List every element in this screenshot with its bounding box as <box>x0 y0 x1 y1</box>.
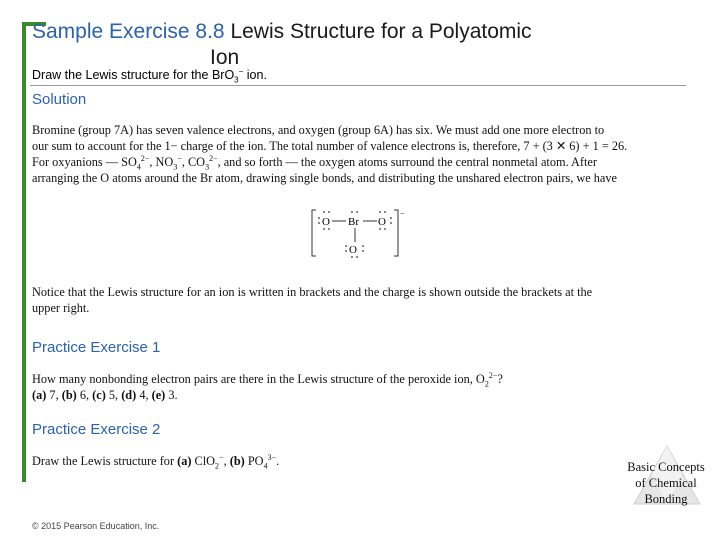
question-text: How many nonbonding electron pairs are there in the Lewis structure of the peroxide ion, O <box>32 372 485 386</box>
option-value: 5, <box>108 388 119 402</box>
sub: 4 <box>263 461 268 471</box>
practice2-question: Draw the Lewis structure for (a) ClO$_2$−, (b) $PO_4^{3-}$. <box>32 452 280 471</box>
option-label: (e) <box>151 388 166 402</box>
option-value: 7, <box>49 388 59 402</box>
sup: 3− <box>267 452 277 462</box>
option-value: 6, <box>79 388 90 402</box>
text: , NO <box>149 155 174 169</box>
option-value: 4, <box>139 388 149 402</box>
sub: 4 <box>136 162 141 172</box>
question-line <box>32 371 712 387</box>
oxygen-bottom: O <box>349 244 357 256</box>
chapter-label <box>618 459 714 507</box>
divider <box>30 85 686 86</box>
option-label: (c) <box>92 388 106 402</box>
option-value: 3. <box>168 388 178 402</box>
question-text: Draw the Lewis structure for <box>32 454 178 468</box>
practice2-heading: Practice Exercise 2 <box>32 421 161 438</box>
text: For oxyanions — SO <box>32 155 137 169</box>
oxygen-left: O <box>322 216 330 228</box>
sub: 2 <box>484 379 489 389</box>
solution-line: Bromine (group 7A) has seven valence electrons, and oxygen (group 6A) has six. We must add one more electron to <box>32 123 605 137</box>
solution-line: our sum to account for the 1− charge of the ion. The total number of valence electrons is, therefore, 7 + (3 ✕ 6) + 1 = 26. <box>32 139 628 153</box>
sub: 2 <box>215 461 220 471</box>
exercise-topic: Lewis Structure for a Polyatomic <box>230 20 532 43</box>
note-paragraph <box>32 284 712 316</box>
sup: − <box>219 452 224 462</box>
solution-line: arranging the O atoms around the Br atom, drawing single bonds, and distributing the unshared electron pairs, we have <box>32 171 617 185</box>
sup: 2− <box>209 153 218 163</box>
chapter-label-line: Basic Concepts <box>627 460 705 474</box>
solution-heading: Solution <box>32 91 87 108</box>
lewis-structure-diagram <box>308 208 408 260</box>
practice1-heading: Practice Exercise 1 <box>32 339 161 356</box>
text: , and so forth — the oxygen atoms surround the central nonmetal atom. After <box>217 155 597 169</box>
option-label: (a) <box>177 454 192 468</box>
prompt-suffix: ion. <box>243 68 267 83</box>
solution-line <box>32 154 712 170</box>
formula-subscript: 3 <box>234 75 239 85</box>
sup: 2− <box>488 370 498 380</box>
chapter-label-line: Bonding <box>644 492 688 506</box>
prompt-text: Draw the Lewis structure for the <box>32 68 212 83</box>
option-label: (a) <box>32 388 47 402</box>
ion-charge: − <box>400 209 405 218</box>
page-title <box>32 20 672 44</box>
sup: − <box>177 153 182 163</box>
sub: 3 <box>173 162 178 172</box>
solution-paragraph <box>32 122 712 186</box>
practice1-question <box>32 371 712 403</box>
sup: 2− <box>140 153 150 163</box>
note-line: upper right. <box>32 301 90 315</box>
exercise-number: Sample Exercise 8.8 <box>32 20 225 43</box>
bromine-center: Br <box>348 216 359 228</box>
formula-charge: − <box>238 67 244 76</box>
option-label: (d) <box>121 388 137 402</box>
formula: ClO <box>194 454 216 468</box>
sub: 3 <box>205 162 210 172</box>
page-title-line2: Ion <box>210 46 240 69</box>
right-bracket <box>394 210 398 256</box>
option-label: (b) <box>61 388 77 402</box>
formula-bro3: BrO <box>211 68 235 83</box>
oxygen-right: O <box>378 216 386 228</box>
question-end: ? <box>497 372 503 386</box>
copyright-footer: © 2015 Pearson Education, Inc. <box>32 521 160 531</box>
answer-options <box>32 387 712 403</box>
text: , CO <box>181 155 206 169</box>
frame-left-bar <box>22 22 26 482</box>
formula: PO <box>247 454 264 468</box>
left-bracket <box>312 210 316 256</box>
chapter-label-line: of Chemical <box>635 476 697 490</box>
option-label: (b) <box>229 454 245 468</box>
note-line: Notice that the Lewis structure for an ion is written in brackets and the charge is shown outside the brackets at the <box>32 285 593 299</box>
